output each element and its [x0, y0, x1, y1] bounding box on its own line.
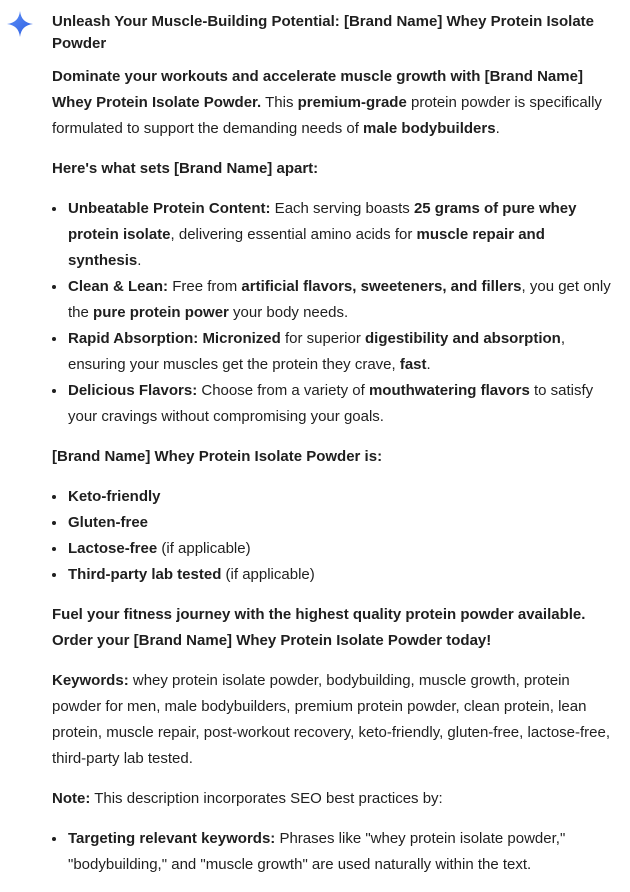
feature-bold: 25 grams of pure whey protein isolate: [68, 200, 577, 243]
intro-bold: male bodybuilders: [363, 120, 496, 137]
attribute-label: Third-party lab tested: [68, 566, 222, 583]
feature-text: Choose from a variety of: [197, 382, 369, 399]
feature-text: Free from: [168, 278, 242, 295]
attribute-note: (if applicable): [221, 566, 315, 583]
seo-label: Targeting relevant keywords:: [68, 830, 276, 847]
apart-heading: Here's what sets [Brand Name] apart:: [52, 160, 319, 177]
attribute-item: [52, 536, 620, 562]
feature-bold: digestibility and absorption: [364, 330, 561, 347]
feature-item: [52, 378, 620, 430]
feature-text: , you get only the: [68, 278, 611, 321]
seo-list: [52, 826, 620, 878]
feature-text: .: [137, 252, 142, 269]
note-label: Note:: [52, 790, 91, 807]
intro-bold-lead: Dominate your workouts and accelerate muscle growth with [Brand Name] Whey Protein Isolate Powder.: [52, 68, 583, 111]
feature-text: to satisfy your cravings without compromising your goals.: [68, 382, 594, 425]
seo-item: [52, 826, 620, 878]
features-list: [52, 196, 620, 430]
attribute-item: [52, 510, 620, 536]
feature-item: [52, 274, 620, 326]
response-content: [52, 11, 620, 892]
attribute-label: Lactose-free: [68, 540, 158, 557]
feature-label: Delicious Flavors:: [68, 382, 198, 399]
keywords-text: whey protein isolate powder, bodybuilding, muscle growth, protein powder for men, male bodybuilders, premium protein powder, clean protein, lean protein, muscle repair, post-workout recovery, keto-friendly, gluten-free, lactose-free, third-party lab tested.: [52, 672, 611, 767]
call-to-action: Fuel your fitness journey with the highest quality protein powder available. Order your [Brand Name] Whey Protein Isolate Powder today!: [52, 606, 586, 649]
feature-text: .: [426, 356, 431, 373]
response-title: Unleash Your Muscle-Building Potential: [Brand Name] Whey Protein Isolate Powder: [52, 13, 595, 52]
keywords-label: Keywords:: [52, 672, 129, 689]
intro-bold: premium-grade: [297, 94, 407, 111]
intro-text: protein powder is specifically formulated to support the demanding needs of: [52, 94, 602, 137]
feature-text: , ensuring your muscles get the protein they crave,: [68, 330, 565, 373]
intro-text: This: [261, 94, 298, 111]
feature-text: , delivering essential amino acids for: [170, 226, 417, 243]
feature-bold: fast: [399, 356, 427, 373]
feature-bold: muscle repair and synthesis: [68, 226, 545, 269]
seo-text: Phrases like "whey protein isolate powder," "bodybuilding," and "muscle growth" are used naturally within the text.: [68, 830, 566, 873]
feature-bold: pure protein power: [93, 304, 229, 321]
feature-text: your body needs.: [228, 304, 349, 321]
feature-bold: Micronized: [202, 330, 281, 347]
attribute-label: Keto-friendly: [68, 488, 161, 505]
gemini-spark-icon: [5, 9, 35, 39]
feature-label: Clean & Lean:: [68, 278, 169, 295]
attribute-label: Gluten-free: [68, 514, 149, 531]
intro-text: .: [495, 120, 500, 137]
note-paragraph: [52, 786, 620, 812]
attributes-list: [52, 484, 620, 588]
feature-bold: mouthwatering flavors: [368, 382, 530, 399]
feature-text: for superior: [280, 330, 365, 347]
feature-item: [52, 196, 620, 274]
feature-text: Each serving boasts: [270, 200, 414, 217]
attribute-note: (if applicable): [157, 540, 251, 557]
intro-paragraph: [52, 64, 620, 142]
attribute-item: [52, 562, 620, 588]
is-heading: [Brand Name] Whey Protein Isolate Powder is:: [52, 448, 383, 465]
feature-label: Rapid Absorption:: [68, 330, 199, 347]
attribute-item: [52, 484, 620, 510]
feature-label: Unbeatable Protein Content:: [68, 200, 271, 217]
keywords-paragraph: [52, 668, 620, 772]
note-text: This description incorporates SEO best practices by:: [90, 790, 443, 807]
feature-item: [52, 326, 620, 378]
feature-bold: artificial flavors, sweeteners, and fillers: [241, 278, 522, 295]
